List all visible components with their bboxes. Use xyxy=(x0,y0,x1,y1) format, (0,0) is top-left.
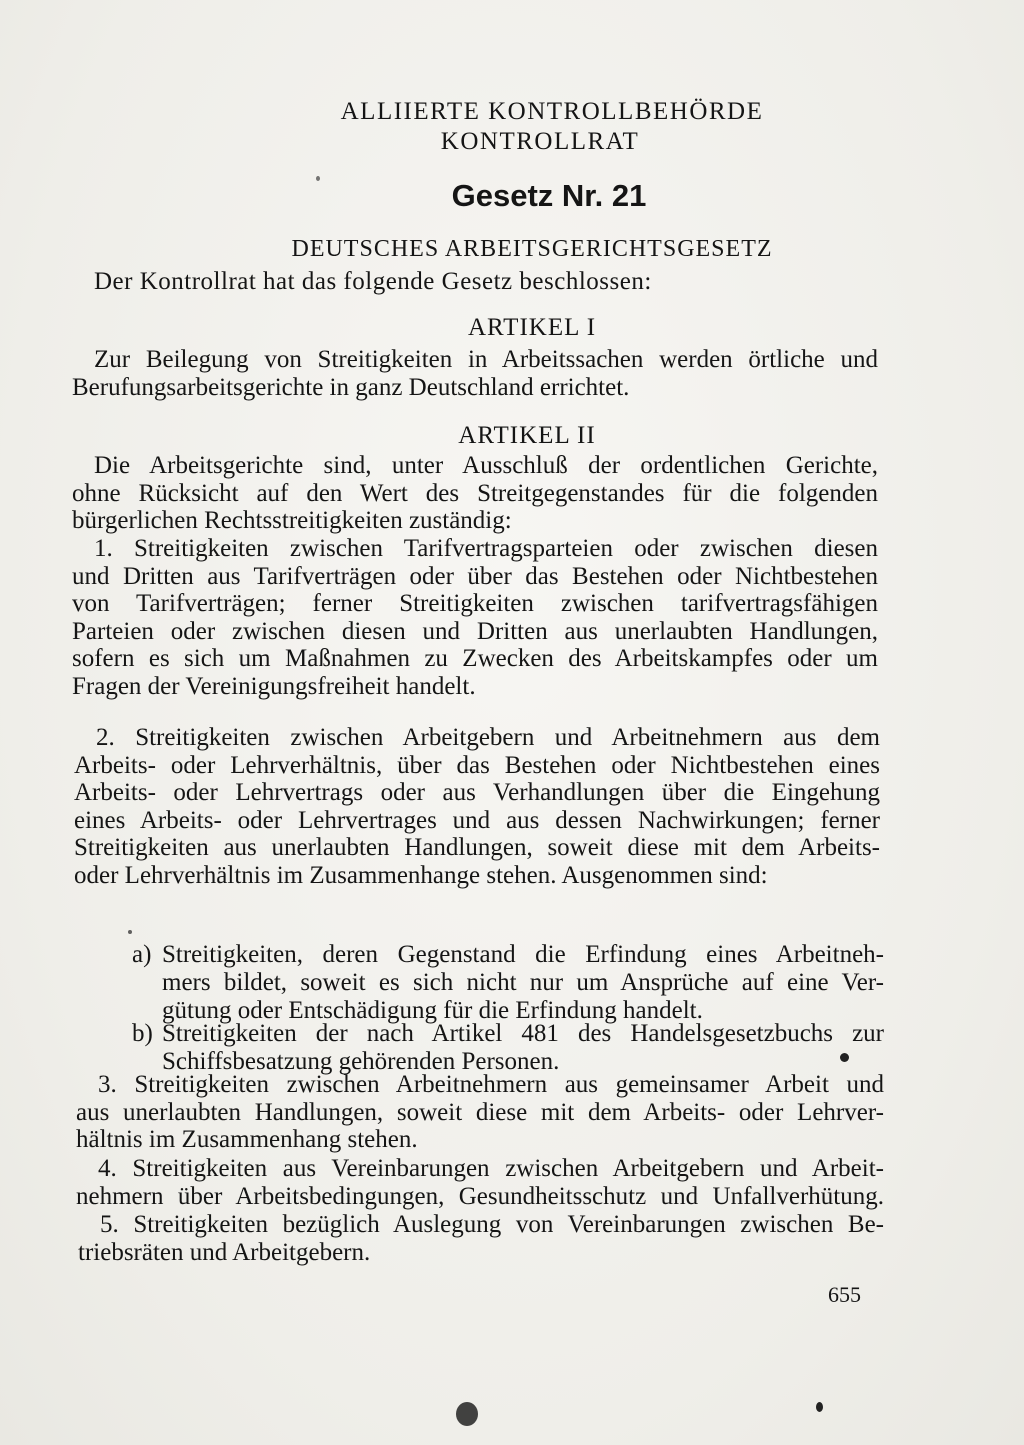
list-marker: a) xyxy=(132,941,152,968)
text-line: Fragen der Vereinigungsfreiheit handelt. xyxy=(72,672,476,700)
scan-speck xyxy=(456,1402,478,1426)
article-1-heading: ARTIKEL I xyxy=(467,314,597,341)
scan-speck xyxy=(316,176,320,181)
text-line: eines Arbeits- oder Lehrvertrages und aus dessen Nachwirkungen; ferner xyxy=(74,806,880,834)
text-line: Parteien oder zwischen diesen und Dritten aus unerlaubten Handlungen, xyxy=(72,617,878,645)
scan-speck xyxy=(840,1053,849,1062)
exception-a xyxy=(132,941,884,1025)
text-line: 3. Streitigkeiten zwischen Arbeitnehmern aus gemeinsamer Arbeit und xyxy=(98,1071,884,1098)
page-number: 655 xyxy=(828,1282,861,1307)
text-line: mers bildet, soweit es sich nicht nur um Ansprüche auf eine Ver- xyxy=(162,969,884,996)
text-line: ohne Rücksicht auf den Wert des Streitgegenstandes für die folgenden xyxy=(72,479,878,507)
text-line: Streitigkeiten der nach Artikel 481 des Handelsgesetzbuchs zur xyxy=(162,1020,884,1047)
law-name: DEUTSCHES ARBEITSGERICHTSGESETZ xyxy=(291,236,773,262)
text-line: 5. Streitigkeiten bezüglich Auslegung von Vereinbarungen zwischen Be- xyxy=(100,1211,884,1238)
text-line: Schiffsbesatzung gehörenden Personen. xyxy=(162,1048,560,1075)
text-line: und Dritten aus Tarifverträgen oder über das Bestehen oder Nichtbestehen xyxy=(72,562,878,590)
text-line: Berufungsarbeitsgerichte in ganz Deutschland errichtet. xyxy=(72,373,630,401)
text-line: Streitigkeiten aus unerlaubten Handlungen, soweit diese mit dem Arbeits- xyxy=(74,834,880,861)
scan-speck xyxy=(816,1402,823,1412)
text-line: Arbeits- oder Lehrvertrags oder aus Verhandlungen über die Eingehung xyxy=(74,779,880,806)
text-line: gütung oder Entschädigung für die Erfindung handelt. xyxy=(162,997,703,1024)
law-title: Gesetz Nr. 21 xyxy=(451,178,647,213)
text-line: bürgerlichen Rechtsstreitigkeiten zuständig: xyxy=(72,507,512,534)
text-line: Zur Beilegung von Streitigkeiten in Arbeitssachen werden örtliche und xyxy=(94,346,878,373)
article-2-item-2 xyxy=(74,724,880,889)
text-line: 4. Streitigkeiten aus Vereinbarungen zwischen Arbeitgebern und Arbeit- xyxy=(98,1155,884,1182)
scan-speck xyxy=(128,930,132,934)
text-line: triebsräten und Arbeitgebern. xyxy=(78,1238,371,1266)
text-line: Streitigkeiten, deren Gegenstand die Erfindung eines Arbeitneh- xyxy=(162,941,884,968)
article-2-item-5 xyxy=(78,1211,884,1266)
text-line: sofern es sich um Maßnahmen zu Zwecken des Arbeitskampfes oder um xyxy=(72,645,878,672)
council-heading: KONTROLLRAT xyxy=(440,128,640,155)
text-line: 2. Streitigkeiten zwischen Arbeitgebern und Arbeitnehmern aus dem xyxy=(96,724,880,751)
article-2-intro xyxy=(72,452,878,535)
article-2-item-1 xyxy=(72,535,878,700)
article-2-heading: ARTIKEL II xyxy=(458,422,596,449)
exception-b xyxy=(132,1020,884,1076)
article-1-text xyxy=(72,346,878,401)
article-2-item-3 xyxy=(76,1071,884,1154)
list-marker: b) xyxy=(132,1020,153,1047)
text-line: hältnis im Zusammenhang stehen. xyxy=(76,1126,418,1153)
text-line: oder Lehrverhältnis im Zusammenhange stehen. Ausgenommen sind: xyxy=(74,861,768,889)
text-line: Arbeits- oder Lehrverhältnis, über das Bestehen oder Nichtbestehen eines xyxy=(74,751,880,779)
preamble: Der Kontrollrat hat das folgende Gesetz beschlossen: xyxy=(94,268,652,295)
text-line: nehmern über Arbeitsbedingungen, Gesundheitsschutz und Unfallverhütung. xyxy=(76,1182,884,1210)
article-2-item-4 xyxy=(76,1155,884,1210)
text-line: 1. Streitigkeiten zwischen Tarifvertragsparteien oder zwischen diesen xyxy=(94,535,878,562)
authority-heading: ALLIIERTE KONTROLLBEHÖRDE xyxy=(340,98,764,125)
text-line: aus unerlaubten Handlungen, soweit diese mit dem Arbeits- oder Lehrver- xyxy=(76,1098,884,1126)
text-line: Die Arbeitsgerichte sind, unter Ausschluß der ordentlichen Gerichte, xyxy=(94,452,878,479)
text-line: von Tarifverträgen; ferner Streitigkeiten zwischen tarifvertragsfähigen xyxy=(72,590,878,617)
